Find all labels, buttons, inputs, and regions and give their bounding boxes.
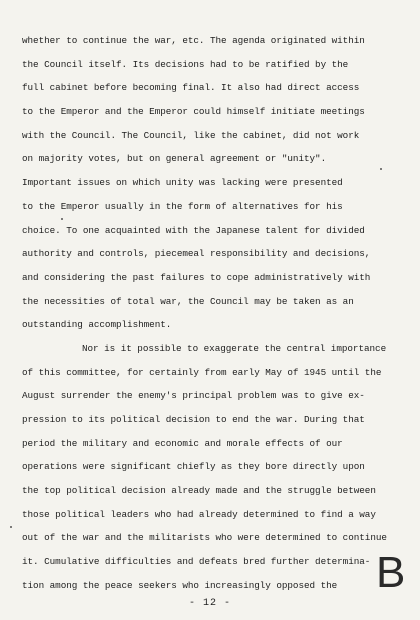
margin-annotation: B bbox=[376, 548, 406, 597]
ink-speck bbox=[380, 168, 382, 170]
text-line: authority and controls, piecemeal responsibility and decisions, bbox=[22, 248, 371, 260]
text-line: out of the war and the militarists who were determined to continue bbox=[22, 532, 387, 544]
text-line: to the Emperor and the Emperor could himself initiate meetings bbox=[22, 106, 365, 118]
text-line: whether to continue the war, etc. The agenda originated within bbox=[22, 35, 365, 46]
text-line: with the Council. The Council, like the cabinet, did not work bbox=[22, 129, 360, 141]
text-line: operations were significant chiefly as they bore directly upon bbox=[22, 461, 365, 473]
text-line: tion among the peace seekers who increasingly opposed the bbox=[22, 579, 338, 591]
text-line: of this committee, for certainly from early May of 1945 until the bbox=[22, 366, 382, 378]
text-line: those political leaders who had already determined to find a way bbox=[22, 508, 376, 520]
text-line: August surrender the enemy's principal problem was to give ex- bbox=[22, 390, 365, 402]
ink-speck bbox=[61, 218, 63, 220]
text-line: the top political decision already made and the struggle between bbox=[22, 485, 376, 497]
text-line: outstanding accomplishment. bbox=[22, 319, 172, 331]
page-number: - 12 - bbox=[188, 598, 231, 609]
text-line: Important issues on which unity was lacking were presented bbox=[22, 177, 343, 189]
text-line: period the military and economic and morale effects of our bbox=[22, 437, 343, 449]
text-line: to the Emperor usually in the form of alternatives for his bbox=[22, 200, 343, 212]
text-line: it. Cumulative difficulties and defeats bred further determina- bbox=[22, 556, 371, 568]
text-line: and considering the past failures to cope administratively with bbox=[22, 271, 371, 283]
text-line: pression to its political decision to end the war. During that bbox=[22, 414, 365, 425]
text-line: choice. To one acquainted with the Japanese talent for divided bbox=[22, 224, 365, 236]
body-text bbox=[22, 29, 402, 598]
text-line: on majority votes, but on general agreement or "unity". bbox=[22, 153, 327, 165]
text-line: Nor is it possible to exaggerate the central importance bbox=[82, 342, 387, 354]
text-line: full cabinet before becoming final. It also had direct access bbox=[22, 82, 360, 94]
ink-speck bbox=[10, 526, 12, 528]
text-line: the Council itself. Its decisions had to be ratified by the bbox=[22, 58, 349, 70]
text-line: the necessities of total war, the Council may be taken as an bbox=[22, 295, 354, 307]
